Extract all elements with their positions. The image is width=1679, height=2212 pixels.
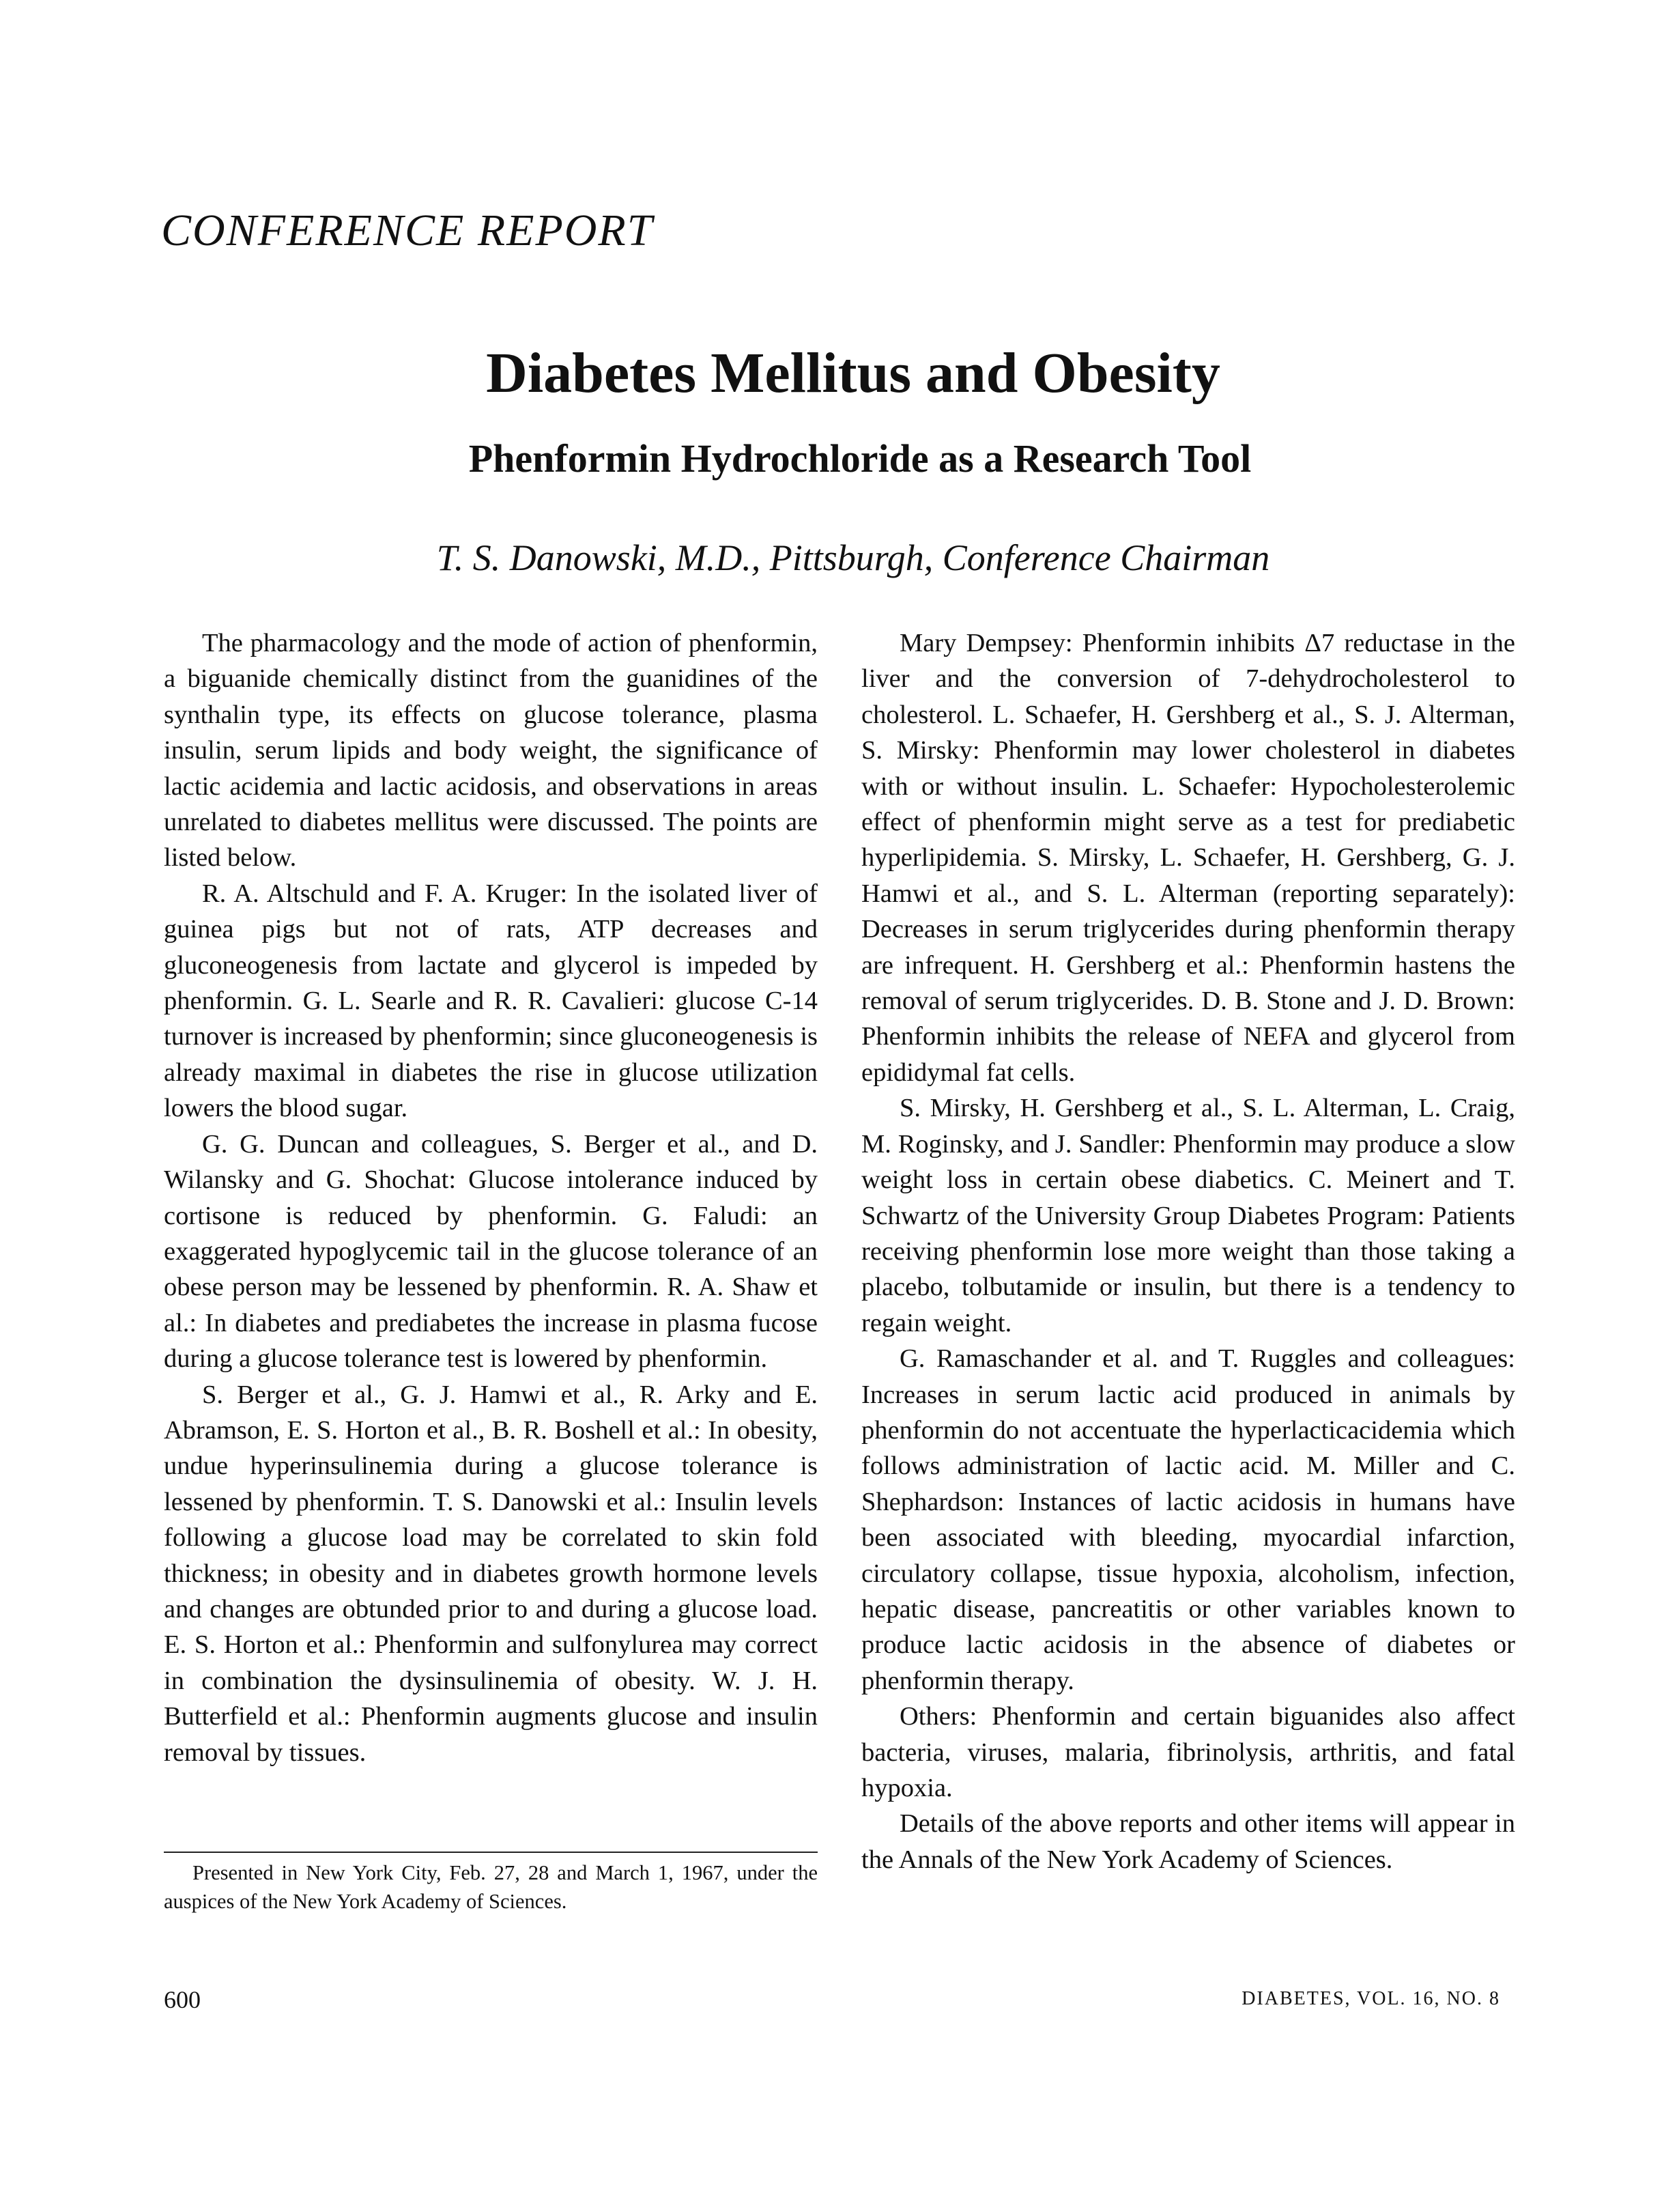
paragraph: Mary Dempsey: Phenformin inhibits Δ7 reductase in the liver and the conversion of 7-dehydrocholesterol to cholesterol. L. Schaefer, H. Gershberg et al., S. J. Alterman, S. Mirsky: Phenformin may lower cholesterol in diabetes with or without insulin. L. Schaefer: Hypocholesterolemic effect of phenformin might serve as a test for prediabetic hyperlipidemia. S. Mirsky, L. Schaefer, H. Gershberg, G. J. Hamwi et al., and S. L. Alterman (reporting separately): Decreases in serum triglycerides during phenformin therapy are infrequent. H. Gershberg et al.: Phenformin hastens the removal of serum triglycerides. D. B. Stone and J. D. Brown: Phenformin inhibits the release of NEFA and glycerol from epididymal fat cells. [861,629,1515,1087]
paragraph: S. Berger et al., G. J. Hamwi et al., R. Arky and E. Abramson, E. S. Horton et al., B. R. Boshell et al.: In obesity, undue hyperinsulinemia during a glucose tolerance is lessened by phenformin. T. S. Danowski et al.: Insulin levels following a glucose load may be correlated to skin fold thickness; in obesity and in diabetes growth hormone levels and changes are obtunded prior to and during a glucose load. E. S. Horton et al.: Phenformin and sulfonylurea may correct in combination the dysinsulinemia of obesity. W. J. H. Butterfield et al.: Phenformin augments glucose and insulin removal by tissues. [164,1380,818,1767]
paragraph: Others: Phenformin and certain biguanides also affect bacteria, viruses, malaria, fibrinolysis, arthritis, and fatal hypoxia. [861,1702,1515,1802]
footnote-divider [164,1852,818,1853]
footnote-text: Presented in New York City, Feb. 27, 28 and March 1, 1967, under the auspices of the New York Academy of Sciences. [164,1861,818,1913]
paragraph: G. G. Duncan and colleagues, S. Berger et al., and D. Wilansky and G. Shochat: Glucose intolerance induced by cortisone is reduced by phenformin. G. Faludi: an exaggerated hypoglycemic tail in the glucose tolerance of an obese person may be lessened by phenformin. R. A. Shaw et al.: In diabetes and prediabetes the increase in plasma fucose during a glucose tolerance test is lowered by phenformin. [164,1129,818,1374]
section-label: CONFERENCE REPORT [161,205,654,255]
paragraph: S. Mirsky, H. Gershberg et al., S. L. Alterman, L. Craig, M. Roginsky, and J. Sandler: Phenformin may produce a slow weight loss in certain obese diabetics. C. Meinert and T. Schwartz of the University Group Diabetes Program: Patients receiving phenformin lose more weight than those taking a placebo, tolbutamide or insulin, but there is a tendency to regain weight. [861,1094,1515,1337]
paragraph: G. Ramaschander et al. and T. Ruggles and colleagues: Increases in serum lactic acid produced in animals by phenformin do not accentuate the hyperlacticacidemia which follows administration of lactic acid. M. Miller and C. Shephardson: Instances of lactic acidosis in humans have been associated with bleeding, myocardial infarction, circulatory collapse, tissue hypoxia, alcoholism, infection, hepatic disease, pancreatitis or other variables known to produce lactic acidosis in the absence of diabetes or phenformin therapy. [861,1344,1515,1695]
right-column [861,625,1515,1877]
left-column [164,625,818,1770]
footnote [164,1858,818,1916]
paragraph: Details of the above reports and other items will appear in the Annals of the New York Academy of Sciences. [861,1809,1515,1874]
byline: T. S. Danowski, M.D., Pittsburgh, Conference Chairman [436,537,1270,578]
article-subtitle: Phenformin Hydrochloride as a Research Tool [468,436,1252,481]
paragraph: R. A. Altschuld and F. A. Kruger: In the isolated liver of guinea pigs but not of rats, ATP decreases and gluconeogenesis from lactate and glycerol is impeded by phenformin. G. L. Searle and R. R. Cavalieri: glucose C-14 turnover is increased by phenformin; since gluconeogenesis is already maximal in diabetes the rise in glucose utilization lowers the blood sugar. [164,879,818,1123]
running-foot: DIABETES, VOL. 16, NO. 8 [1242,1988,1500,2009]
article-title: Diabetes Mellitus and Obesity [486,341,1220,405]
paragraph: The pharmacology and the mode of action of phenformin, a biguanide chemically distinct from the guanidines of the synthalin type, its effects on glucose tolerance, plasma insulin, serum lipids and body weight, the significance of lactic acidemia and lactic acidosis, and observations in areas unrelated to diabetes mellitus were discussed. The points are listed below. [164,629,818,873]
page-number: 600 [164,1986,201,2013]
